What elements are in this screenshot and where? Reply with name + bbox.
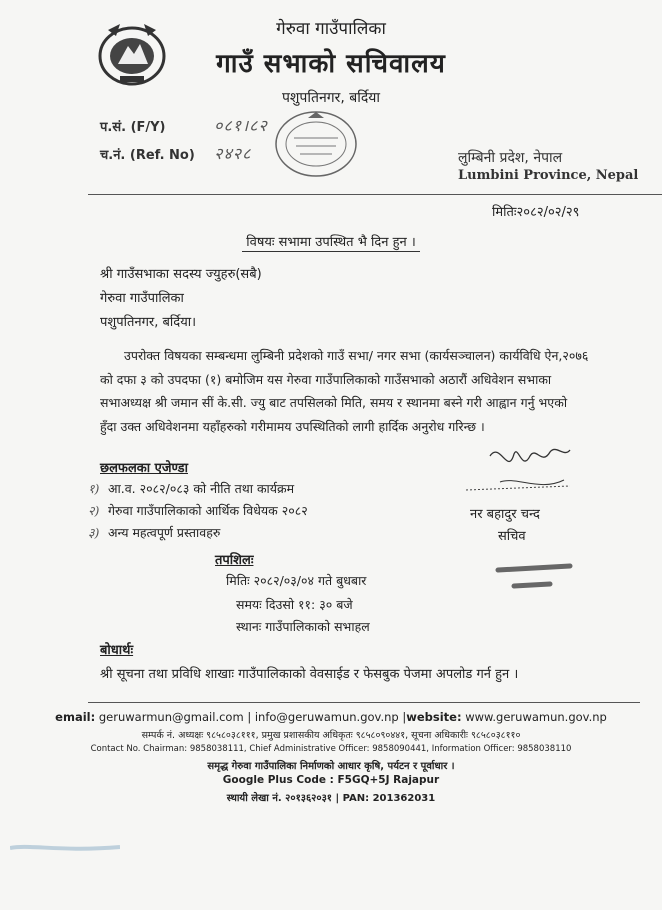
agenda-item <box>88 502 308 519</box>
province-nepali: लुम्बिनी प्रदेश, नेपाल <box>458 150 563 166</box>
email-primary[interactable]: geruwarmun@gmail.com <box>98 710 244 724</box>
signatory-title: सचिव <box>498 529 526 544</box>
agenda-item-number: १) <box>88 481 100 496</box>
scan-mark <box>10 842 120 854</box>
org-name: गेरुवा गाउँपालिका <box>276 19 386 39</box>
agenda-item <box>88 480 294 497</box>
fy-row <box>100 114 268 136</box>
body-paragraph <box>100 344 606 438</box>
name-stamp <box>492 560 576 596</box>
details-heading: तपशिलः <box>215 553 254 568</box>
subject-line <box>0 232 662 250</box>
body-line: हुँदा उक्त अधिवेशनमा यहाँहरुको गरीमामय उपस्थितिको लागी हार्दिक अनुरोध गरिन्छ । <box>100 418 485 434</box>
website-label: website: <box>406 710 462 724</box>
province-english: Lumbini Province, Nepal <box>458 168 639 183</box>
meeting-venue: स्थानः गाउँपालिकाको सभाहल <box>236 619 370 634</box>
subject-text: विषयः सभामा उपस्थित भै दिन हुन । <box>242 235 420 252</box>
agenda-item-number: २) <box>88 503 100 518</box>
fy-label: प.सं. (F/Y) <box>100 120 166 135</box>
footer-slogan: समृद्ध गेरुवा गाउँपालिका निर्माणको आधार कृषि, पर्यटन र पूर्वाधार । <box>207 761 455 772</box>
meeting-date: मितिः २०८२/०३/०४ गते बुधबार <box>226 573 367 588</box>
ref-row <box>100 142 251 164</box>
agenda-item-text: गेरुवा गाउँपालिकाको आर्थिक विधेयक २०८२ <box>107 503 308 518</box>
contact-nepali: सम्पर्क नं. अध्यक्षः ९८५८०३८१११, प्रमुख प्रशासकीय अधिकृतः ९८५८०९०४४१, सूचना अधिकारीः ९८५८०३८११० <box>141 730 521 741</box>
footer-divider <box>88 702 640 703</box>
footer-contacts-row: email: geruwarmun@gmail.com | info@geruwamun.gov.np |website: www.geruwamun.gov.np <box>55 710 607 724</box>
signatory-name: नर बहादुर चन्द <box>470 507 540 522</box>
ref-value: २४२८ <box>214 144 252 163</box>
agenda-heading: छलफलका एजेण्डा <box>100 461 188 476</box>
letter-date: मितिः२०८२/०२/२९ <box>492 205 580 220</box>
recipient-line-1: श्री गाउँसभाका सदस्य ज्युहरु(सबै) <box>100 267 262 282</box>
recipient-line-2: गेरुवा गाउँपालिका <box>100 291 184 306</box>
email-secondary[interactable]: info@geruwamun.gov.np <box>254 710 399 724</box>
body-line: सभाअध्यक्ष श्री जमान सीं के.सी. ज्यु बाट तपसिलको मिति, समय र स्थानमा बस्ने गरी आह्वान गर्नु भएको <box>100 395 568 410</box>
header-divider <box>88 194 662 195</box>
office-address: पशुपतिनगर, बर्दिया <box>281 90 381 106</box>
agenda-item <box>88 524 220 541</box>
handwritten-signature <box>460 436 580 502</box>
agenda-item-text: अन्य महत्वपूर्ण प्रस्तावहरु <box>107 525 221 540</box>
meeting-time: समयः दिउसो ११: ३० बजे <box>236 597 353 612</box>
website-link[interactable]: www.geruwamun.gov.np <box>465 710 607 724</box>
recipient-line-3: पशुपतिनगर, बर्दिया। <box>100 315 197 330</box>
ref-label: च.नं. (Ref. No) <box>100 148 195 163</box>
agenda-item-number: ३) <box>88 525 100 540</box>
fy-value: ०८१।८२ <box>214 116 268 135</box>
body-line: उपरोक्त विषयका सम्बन्धमा लुम्बिनी प्रदेशको गाउँ सभा/ नगर सभा (कार्यसञ्चालन) कार्यविधि ऐन,२०७६ <box>124 348 589 363</box>
google-plus-code: Google Plus Code : F5GQ+5J Rajapur <box>222 774 440 786</box>
office-name: गाउँ सभाको सचिवालय <box>216 49 446 79</box>
agenda-item-text: आ.व. २०८२/०८३ को नीति तथा कार्यक्रम <box>107 481 295 496</box>
body-line: को दफा ३ को उपदफा (१) बमोजिम यस गेरुवा गाउँपालिकाको गाउँसभाको अठारौं अधिवेशन सभाका <box>100 371 552 387</box>
note-heading: बोधार्थः <box>100 643 134 658</box>
note-text: श्री सूचना तथा प्रविधि शाखाः गाउँपालिकाको वेवसाईड र फेसबुक पेजमा अपलोड गर्न हुन । <box>100 667 519 682</box>
email-label: email: <box>55 710 96 724</box>
contact-english: Contact No. Chairman: 9858038111, Chief Administrative Officer: 9858090441, Information Officer: 9858038110 <box>90 744 572 754</box>
pan-number: स्थायी लेखा नं. २०१३६२०३१ | PAN: 201362031 <box>226 793 436 804</box>
office-round-stamp <box>272 108 360 180</box>
